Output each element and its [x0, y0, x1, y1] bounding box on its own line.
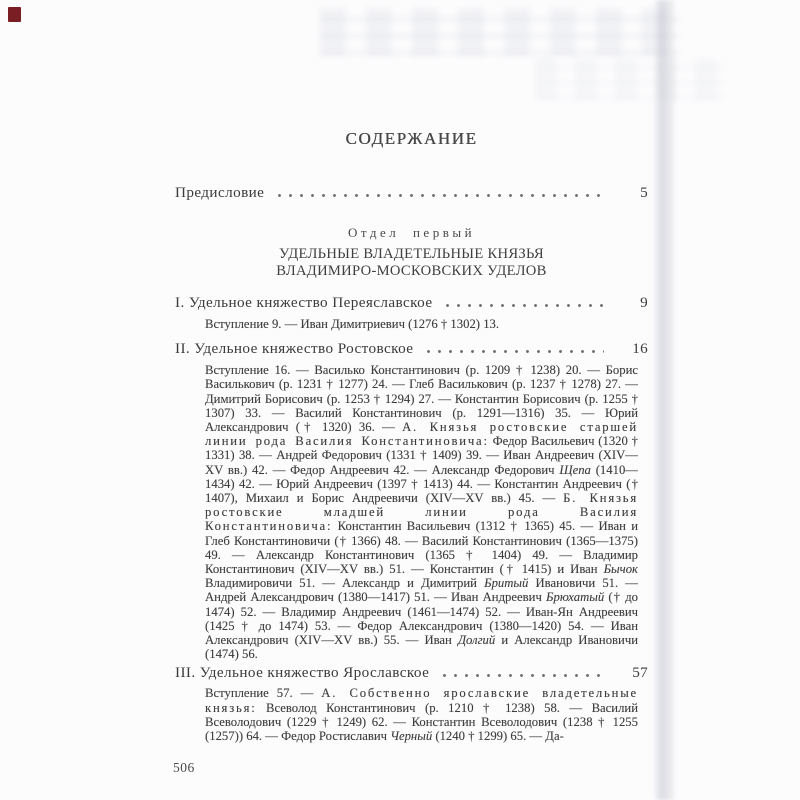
part-kicker: Отдел первый	[347, 225, 476, 240]
page-title: СОДЕРЖАНИЕ	[345, 129, 478, 148]
toc-sections	[175, 294, 648, 743]
dot-leader	[427, 350, 604, 354]
toc-entry-label: Предисловие	[175, 184, 265, 201]
toc-section-pereyaslavl	[175, 294, 648, 331]
part-heading	[175, 246, 648, 279]
toc-entry	[175, 294, 648, 312]
toc-entry-page: 57	[632, 664, 648, 682]
toc-content	[175, 0, 648, 800]
part-heading-line-1: УДЕЛЬНЫЕ ВЛАДЕТЕЛЬНЫЕ КНЯЗЬЯ	[279, 246, 544, 262]
toc-entry-label: I. Удельное княжество Переяславское	[175, 294, 433, 311]
folio-page-number: 506	[173, 760, 195, 775]
toc-entry	[175, 664, 648, 682]
dot-leader	[446, 304, 604, 308]
dot-leader	[278, 194, 604, 198]
section-summary: Вступление 57. — А. Собственно ярославские владетельные князья: Всеволод Константинович (р. 1210 † 1238) 58. — Василий Всеволодович (1229 † 1249) 62. — Константин Всеволодович (1238 † 1255 (1257)) 64. — Федор Ростиславич Черный (1240 † 1299) 65. — Да-	[205, 686, 638, 744]
part-heading-line-2: ВЛАДИМИРО-МОСКОВСКИХ УДЕЛОВ	[276, 262, 547, 279]
toc-entry-preface	[175, 184, 648, 202]
section-summary: Вступление 9. — Иван Димитриевич (1276 † 1302) 13.	[205, 317, 500, 331]
toc-entry	[175, 340, 648, 358]
toc-entry-label: II. Удельное княжество Ростовское	[175, 340, 414, 358]
dot-leader	[443, 674, 604, 678]
section-summary: Вступление 16. — Василько Константинович (р. 1209 † 1238) 20. — Борис Василькович (р. 1231 † 1277) 24. — Глеб Василькович (р. 1237 † 1278) 27. — Димитрий Борисович (р. 1253 † 1294) 27. — Константин Борисович (р. 1255 † 1307) 33. — Василий Константинович (р. 1291—1316) 35. — Юрий Александрович († 1320) 36. — А. Князья ростовские старшей линии рода Василия Константиновича: Федор Васильевич (1320 † 1331) 38. — Андрей Федорович (1331 † 1409) 39. — Иван Андреевич (XIV—XV вв.) 42. — Федор Андреевич 42. — Александр Федорович Щепа (1410—1434) 42. — Юрий Андреевич (1397 † 1413) 44. — Константин Андреевич († 1407), Михаил и Борис Андреевичи (XIV—XV вв.) 45. — Б. Князья ростовские младшей линии рода Василия Константиновича: Константин Васильевич (1312 † 1365) 45. — Иван и Глеб Константиновичи († 1366) 48. — Василий Константинович (1365—1375) 49. — Александр Константинович (1365 † 1404) 49. — Владимир Константинович (XIV—XV вв.) 51. — Константин († 1415) и Иван Бычок Владимировичи 51. — Александр и Димитрий Бритый Ивановичи 51. — Андрей Александрович (1380—1417) 51. — Иван Андреевич Брюхатый († до 1474) 52. — Владимир Андреевич (1461—1474) 52. — Иван-Ян Андреевич (1425 † до 1474) 53. — Федор Александрович (1380—1420) 54. — Иван Александрович (XIV—XV вв.) 55. — Иван Долгий и Александр Ивановичи (1474) 56.	[205, 363, 638, 662]
page-edge-shadow	[653, 0, 677, 800]
corner-mark	[8, 7, 21, 22]
toc-entry-page: 16	[632, 340, 648, 358]
toc-entry-page: 9	[640, 294, 648, 311]
toc-entry-label: III. Удельное княжество Ярославское	[175, 664, 430, 682]
toc-section-rostov	[175, 340, 648, 661]
toc-section-yaroslavl	[175, 664, 648, 743]
toc-entry-page: 5	[640, 184, 648, 201]
